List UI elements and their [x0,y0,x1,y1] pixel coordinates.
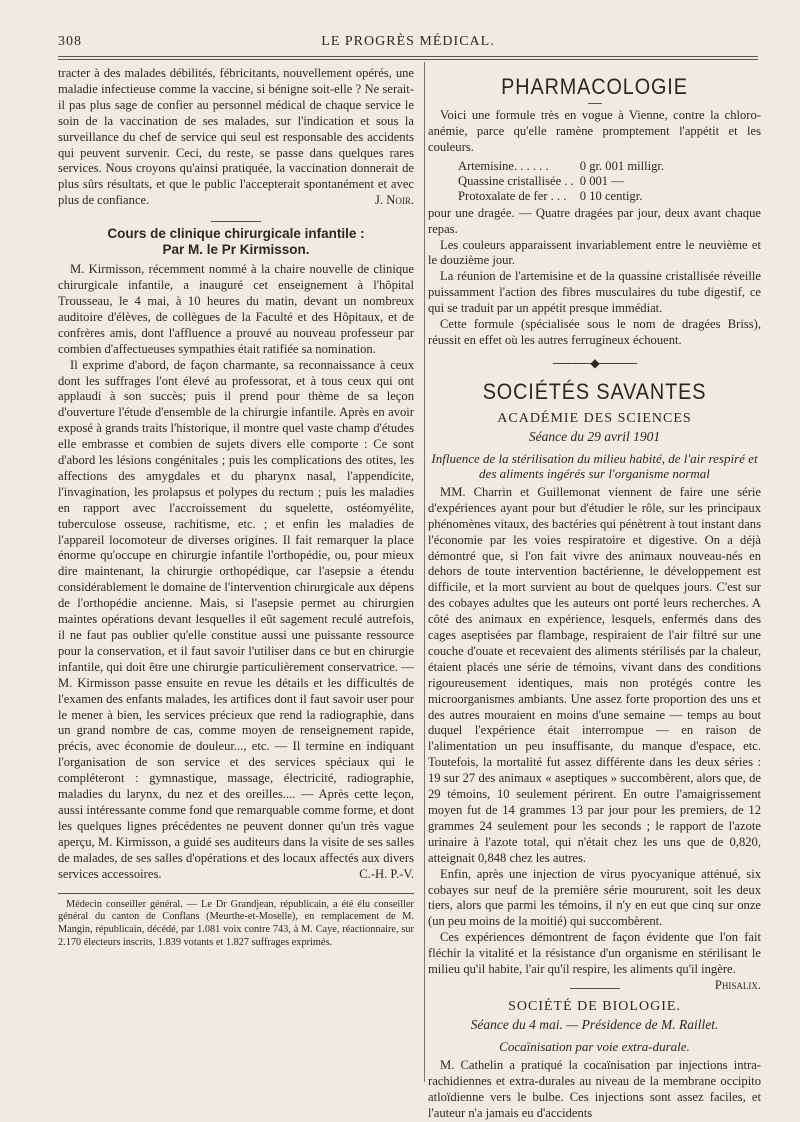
section-separator [570,988,620,989]
pharma-intro: Voici une formule très en vogue à Vienne, contre la chloro-anémie, parce qu'elle ramène promptement l'appétit et les couleurs. [428,108,761,154]
societes-savantes-title: SOCIÉTÉS SAVANTES [482,378,707,404]
header-rule-2 [58,59,758,60]
journal-title: LE PROGRÈS MÉDICAL. [321,34,495,49]
signature-chpv: C.-H. P.-V. [359,866,414,881]
biologie-title: SOCIÉTÉ DE BIOLOGIE. [508,998,681,1014]
kirmisson-paragraph-1: M. Kirmisson, récemment nommé à la chaire nouvelle de clinique chirurgicale infantile, a inauguré cet enseignement à l'hôpital Trousseau, le 4 mai, à 10 heures du matin, devant un nombreux auditoire d'élèves, de collègues de la Faculté et des Hôpitaux, et de confrères amis, dont l'affluence a prouvé au nouveau professeur par combien d'affectueuses sympathies était ratifiée sa nomination. [58,262,414,356]
formula-quantity: 0 001 — [579,173,624,188]
formula-ingredient: Artemisine. . . . . . [458,158,549,173]
biologie-date: Séance du 4 mai. — Présidence de M. Raillet. [470,1016,719,1032]
header-rule [58,56,758,57]
section-separator [211,221,261,222]
page-header [58,34,758,54]
academie-paragraph-1: MM. Charrin et Guillemonat viennent de faire une série d'expériences ayant pour but d'étudier le rôle, sur les principaux phénomènes vitaux, des bactéries qui pénètrent à tout instant dans l'économie par les voies respiratoire et digestive. On a déjà démontré que, si l'on fait vivre des animaux nouveau-nés en dehors de toute intervention bactérienne, le développement est difficile, et la mort survient au bout de quelques jours. C'est sur des cobayes adultes que les auteurs ont porté leurs recherches. A côté des animaux en expérience, lesquels, enfermés dans des cages aseptisées par flambage, respiraient de l'air filtré sur une couche d'ouate et recevaient des aliments stérilisés par la chaleur, étaient placés une série de témoins, vivant dans des conditions rigoureusement identiques, mais non protégés contre les microorganismes ambiants. Une assez forte proportion des uns et des autres mouraient en moins d'une semaine — temps au bout duquel l'expérience était interrompue — en raison de l'alimentation un peu insuffisante, du manque d'espace, etc. Toutefois, la mortalité fut assez différente dans les deux séries : 19 sur 27 des animaux « aseptiques » succombèrent, alors que, de 29 témoins, 10 seulement périrent. En outre l'amaigrissement moyen fut de 14 grammes 13 par jour pour les premiers, de 12 grammes 24 seulement pour les seconds ; le rapport de l'azote urinaire à l'azote total, qui n'était chez les uns que de 0,820, atteignait 0,848 chez les autres. [428,484,761,865]
page-number: 308 [58,34,82,49]
biologie-paragraph-1: M. Cathelin a pratiqué la cocaïnisation par injections intra-rachidiennes et extra-durales au niveau de la membrane occipito atloïdienne vers le bulbe. Ces injections sont assez faciles, et l'auteur n'a jamais eu d'accidents [428,1057,761,1120]
formula-quantity: 0 10 centigr. [579,188,643,203]
kirmisson-paragraph-2: Il exprime d'abord, de façon charmante, sa reconnaissance à ceux dont les suffrages l'ont élevé au professorat, et à tous ceux qui ont applaudi à son succès; puis il prend pour thème de sa leçon d'ouverture l'étude d'ensemble de la chirurgie infantile. Après en avoir exposé à grands traits l'historique, il montre quel vaste champ d'études elle embrasse et combien de sujets divers elle comporte : Ce sont d'abord les lésions congénitales ; puis les complications des otites, les affections des amygdales et du pharynx nasal, l'appendicite, l'invagination, les prolapsus et polypes du rectum ; puis les maladies en rapport avec l'accroissement du squelette, ostéomyélite, tuberculose osseuse, rachitisme, etc. ; et enfin les maladies de l'appareil locomoteur de diverses origines. Il fait remarquer la place énorme qu'occupe en chirurgie infantile l'orthopédie, ou, pour mieux dire maintenant, la chirurgie orthopédique, car l'asepsie a étendu considérablement le domaine de l'intervention chirurgicale aux dépens de l'orthopédie ancienne. Mais, si l'asepsie permet au chirurgien maintes opérations devant lesquelles il eût sagement reculé autrefois, il ne faut pas oublier qu'elle constitue aussi une puissante ressource pour la conservation, et il faut savoir l'utiliser dans ce but en chirurgie infantile, qui doit être une chirurgie particulièrement conservatrice. — M. Kirmisson passe ensuite en revue les détails et les difficultés de l'examen des enfants malades, les artifices dont il faut savoir user pour le mener à bien, les services précieux que rend la radiographie, dans un grand nombre de cas, comme moyen de renseignement rapide, précis, avec économie de douleur..., etc. — Il termine en indiquant l'organisation de son service et des services spéciaux qui le compléteront : gymnastique, massage, électricité, radiographie, maladies du larynx, du nez et des oreilles.... — Après cette leçon, aussi intéressante comme fond que remarquable comme forme, et dont les quelques lignes précédentes ne peuvent donner qu'un très vague aperçu, M. Kirmisson, a guidé ses auditeurs dans la visite de ses salles de malades, de ses salles d'opérations et des locaux affectés aux divers services accessoires. C.-H. P.-V. [58,357,415,881]
bio-article-title: Cocaïnisation par voie extra-durale. [499,1038,690,1054]
signature-noir: J. Noir. [375,193,414,208]
column-divider [424,62,425,1082]
footnote-conseiller: Médecin conseiller général. — Le Dr Grandjean, républicain, a été élu conseiller général du canton de Conflans (Meurthe-et-Moselle), en remplacement de M. Mangin, républicain, décédé, par 1.081 voix contre 743, à M. Caye, réactionnaire, sur 2.170 électeurs inscrits, 1.839 votants et 1.827 suffrages exprimés. [58,898,414,949]
right-column [428,66,761,1122]
formula-table [458,159,670,204]
article-title: Influence de la stérilisation du milieu habité, de l'air respiré et des aliments ingérés sur l'organisme normal [431,450,758,481]
academie-paragraph-2: Enfin, après une injection de virus pyocyanique atténué, six cobayes sur neuf de la première série moururent, soit les deux tiers, alors que parmi les témoins, il n'y en eut que cinq sur onze (un peu moins de la moitié) qui succombèrent. [428,866,761,929]
formula-row [458,189,670,204]
formula-quantity: 0 gr. 001 milligr. [579,158,665,173]
formula-row [458,159,670,174]
pharma-action: La réunion de l'artemisine et de la quassine cristallisée réveille puissamment l'action des fibres musculaires du tube digestif, ce qui se traduit par un appétit presque immédiat. [428,269,761,316]
pharma-colors: Les couleurs apparaissent invariablement entre le neuvième et le douzième jour. [428,237,761,268]
vaccination-paragraph: tracter à des malades débilités, fébricitants, nouvellement opérés, une maladie infectieuse comme la vaccine, si bénigne soit-elle ? Ne serait-il pas plus sage de confier au personnel médical de chaque service le soin de la vaccination de ses malades, sur l'indication et sous la surveillance du chef de service qui seul est responsable des accidents qui peuvent survenir. Ceci, du reste, se passe dans quelques rares services. Nous croyons qu'ainsi pratiquée, la vaccination donnerait de plus sûrs résultats, et que le public l'accepterait spontanément et avec plus de confiance. J. Noir. [58,66,414,208]
course-title: Cours de clinique chirurgicale infantile : Par M. le Pr Kirmisson. [107,226,365,258]
academie-date: Séance du 29 avril 1901 [528,428,661,444]
formula-ingredient: Quassine cristallisée . . [458,173,574,188]
formula-ingredient: Protoxalate de fer . . . [458,188,567,203]
pharma-dosage: pour une dragée. — Quatre dragées par jour, deux avant chaque repas. [428,205,761,236]
title-dash [588,103,602,104]
formula-row [458,174,670,189]
signature-phisalix: Phisalix. [714,977,761,992]
academie-paragraph-3: Ces expériences démontrent de façon évidente que l'on fait fléchir la vitalité et la résistance d'un organisme en stérilisant le milieu qu'il habite, l'air qu'il respire, les aliments qu'il ingère. Phisalix. [428,930,761,992]
pharma-efficacy: Cette formule (spécialisée sous le nom de dragées Briss), réussit en effet où les autres ferrugineux échouent. [428,317,761,347]
footnote-rule [58,893,414,894]
academie-title: ACADÉMIE DES SCIENCES [497,410,692,426]
left-column [58,66,414,950]
pharmacologie-title: PHARMACOLOGIE [501,74,688,99]
ornament-divider-icon: ─────◆───── [552,355,637,370]
